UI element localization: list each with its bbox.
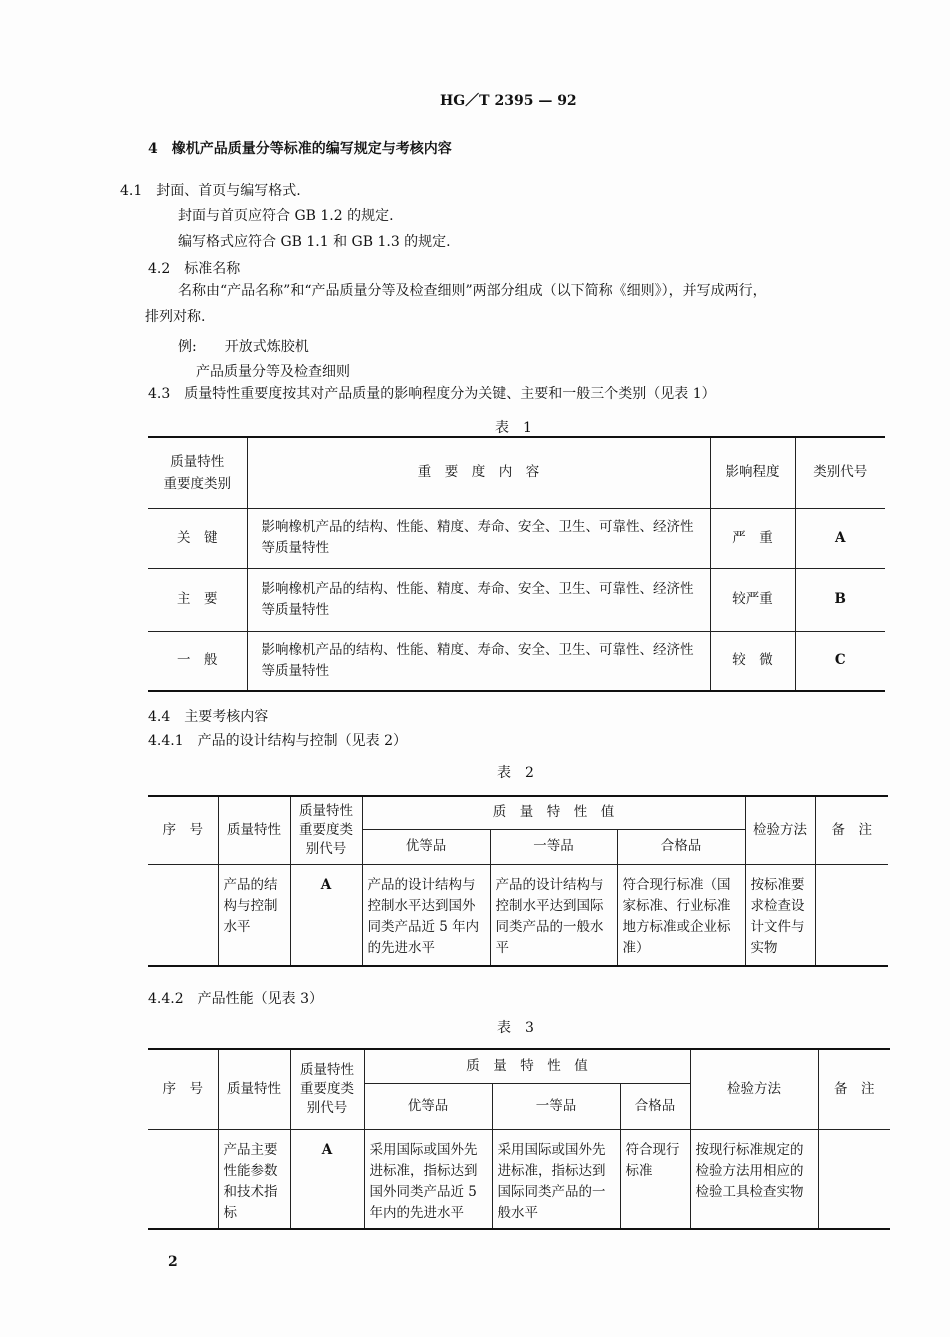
table-3-caption: 表 3 (497, 1020, 534, 1036)
section-4-4-2-heading: 4.4.2 产品性能（见表 3） (148, 991, 323, 1007)
cell (815, 864, 888, 966)
section-4-heading: 4 橡机产品质量分等标准的编写规定与考核内容 (148, 141, 452, 157)
cell: 采用国际或国外先进标准，指标达到国外同类产品近 5 年内的先进水平 (364, 1129, 492, 1229)
cell: 符合现行标准 (620, 1129, 690, 1229)
header-cell: 检验方法 (690, 1049, 818, 1129)
example-line: 例: 开放式炼胶机 (178, 339, 309, 355)
header-cell: 一等品 (492, 1083, 620, 1129)
cell: 产品的设计结构与控制水平达到国外同类产品近 5 年内的先进水平 (362, 864, 490, 966)
section-4-1-heading: 4.1 封面、首页与编写格式. (120, 183, 301, 199)
category-cell: 关 键 (148, 508, 247, 568)
header-cell: 质量特性重要度类别代号 (290, 796, 362, 864)
table-row (148, 568, 885, 631)
page-header: HG／T 2395 — 92 (440, 93, 577, 109)
cell: 产品的设计结构与控制水平达到国际同类产品的一般水平 (490, 864, 617, 966)
cell: 符合现行标准（国家标准、行业标准地方标准或企业标准） (617, 864, 745, 966)
table-header (148, 437, 885, 508)
header-cell: 序 号 (148, 796, 218, 864)
header-cell: 备 注 (818, 1049, 890, 1129)
header-cell: 检验方法 (745, 796, 815, 864)
table-header (148, 796, 888, 829)
cell: A (290, 1129, 364, 1229)
paragraph: 编写格式应符合 GB 1.1 和 GB 1.3 的规定. (178, 234, 451, 250)
table-row (148, 631, 885, 691)
header-cell: 质量特性 (218, 1049, 290, 1129)
header-cell: 质 量 特 性 值 (362, 796, 745, 829)
content-cell: 影响橡机产品的结构、性能、精度、寿命、安全、卫生、可靠性、经济性等质量特性 (247, 631, 710, 691)
table-row (148, 1129, 890, 1229)
header-cell: 质量特性重要度类别代号 (290, 1049, 364, 1129)
degree-cell: 严 重 (710, 508, 795, 568)
table-1 (148, 436, 885, 692)
example-line: 产品质量分等及检查细则 (196, 364, 350, 380)
header-cell: 优等品 (364, 1083, 492, 1129)
cell: 按现行标准规定的检验方法用相应的检验工具检查实物 (690, 1129, 818, 1229)
cell: 按标准要求检查设计文件与实物 (745, 864, 815, 966)
cell (148, 864, 218, 966)
table-2-caption: 表 2 (497, 765, 534, 781)
cell: 产品的结构与控制水平 (218, 864, 290, 966)
header-cell: 质量特性 重要度类别 (148, 437, 247, 508)
paragraph: 排列对称. (145, 309, 206, 325)
header-cell: 备 注 (815, 796, 888, 864)
table-row (148, 864, 888, 966)
header-cell: 一等品 (490, 829, 617, 864)
table-row (148, 508, 885, 568)
category-cell: 一 般 (148, 631, 247, 691)
cell (818, 1129, 890, 1229)
header-cell: 影响程度 (710, 437, 795, 508)
table-2 (148, 795, 888, 967)
code-cell: C (795, 631, 885, 691)
code-cell: B (795, 568, 885, 631)
category-cell: 主 要 (148, 568, 247, 631)
section-4-4-1-heading: 4.4.1 产品的设计结构与控制（见表 2） (148, 733, 407, 749)
header-cell: 质 量 特 性 值 (364, 1049, 690, 1083)
page-number: 2 (168, 1254, 178, 1270)
header-cell: 重 要 度 内 容 (247, 437, 710, 508)
header-cell: 类别代号 (795, 437, 885, 508)
table-3 (148, 1048, 890, 1230)
header-cell: 合格品 (620, 1083, 690, 1129)
degree-cell: 较严重 (710, 568, 795, 631)
paragraph: 名称由“产品名称”和“产品质量分等及检查细则”两部分组成（以下简称《细则》），并写成两行， (178, 283, 767, 299)
header-cell: 序 号 (148, 1049, 218, 1129)
cell: 产品主要性能参数和技术指标 (218, 1129, 290, 1229)
cell: 采用国际或国外先进标准，指标达到国际同类产品的一般水平 (492, 1129, 620, 1229)
content-cell: 影响橡机产品的结构、性能、精度、寿命、安全、卫生、可靠性、经济性等质量特性 (247, 568, 710, 631)
section-4-3-heading: 4.3 质量特性重要度按其对产品质量的影响程度分为关键、主要和一般三个类别（见表 1） (148, 386, 716, 402)
header-cell: 质量特性 (218, 796, 290, 864)
header-cell: 优等品 (362, 829, 490, 864)
paragraph: 封面与首页应符合 GB 1.2 的规定. (178, 208, 394, 224)
cell: A (290, 864, 362, 966)
degree-cell: 较 微 (710, 631, 795, 691)
table-1-caption: 表 1 (495, 420, 532, 436)
code-cell: A (795, 508, 885, 568)
table-header (148, 1049, 890, 1083)
content-cell: 影响橡机产品的结构、性能、精度、寿命、安全、卫生、可靠性、经济性等质量特性 (247, 508, 710, 568)
cell (148, 1129, 218, 1229)
section-4-2-heading: 4.2 标准名称 (148, 261, 241, 277)
section-4-4-heading: 4.4 主要考核内容 (148, 709, 269, 725)
header-cell: 合格品 (617, 829, 745, 864)
